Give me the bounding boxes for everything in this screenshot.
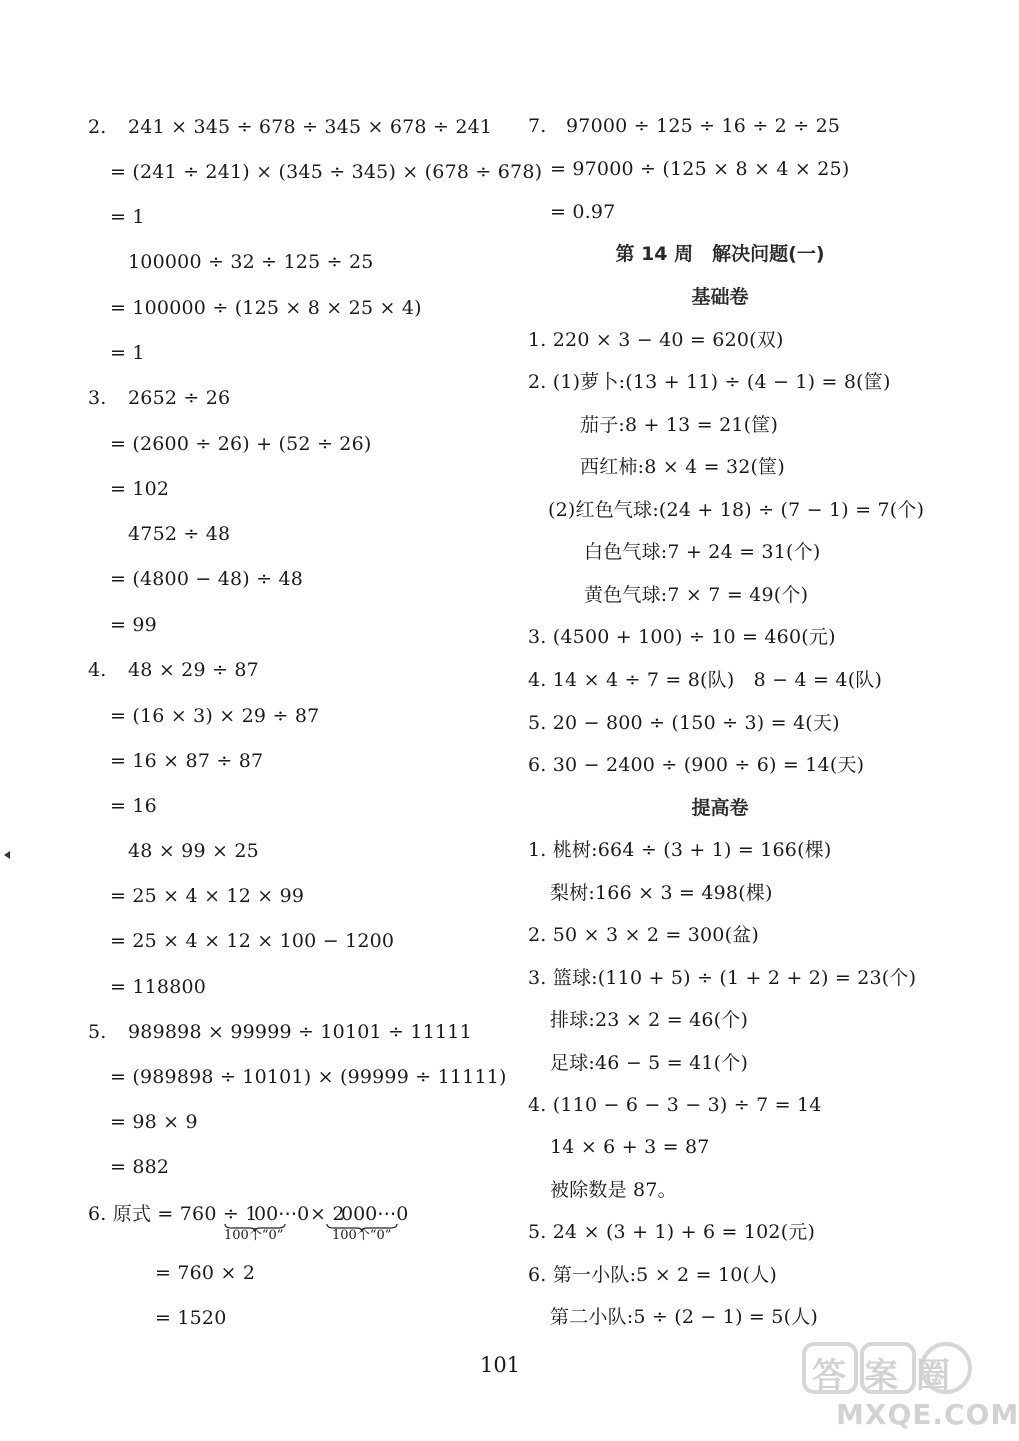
problem-7-line-3: = 0.97: [550, 201, 616, 223]
problem-4-line-1: [88, 658, 259, 682]
expression: 989898 × 99999 ÷ 10101 ÷ 11111: [128, 1021, 472, 1043]
problem-6-zeros-1: 00⋯0: [254, 1203, 310, 1225]
problem-4-line-6: = 25 × 4 × 12 × 99: [110, 885, 305, 907]
basic-line-6: 白色气球:7 + 24 = 31(个): [584, 541, 821, 563]
watermark-logo-text: 答案圈: [812, 1356, 968, 1396]
expression: 2652 ÷ 26: [128, 387, 231, 409]
advanced-line-12: 第二小队:5 ÷ (2 − 1) = 5(人): [550, 1306, 819, 1328]
basic-line-2: 2. (1)萝卜:(13 + 11) ÷ (4 − 1) = 8(筐): [528, 371, 891, 393]
basic-line-11: 6. 30 − 2400 ÷ (900 ÷ 6) = 14(天): [528, 754, 865, 776]
basic-line-10: 5. 20 − 800 ÷ (150 ÷ 3) = 4(天): [528, 712, 840, 734]
expression: 241 × 345 ÷ 678 ÷ 345 × 678 ÷ 241: [128, 116, 493, 138]
problem-6-times: × 2: [310, 1203, 345, 1225]
problem-3-line-2: = (2600 ÷ 26) + (52 ÷ 26): [110, 433, 372, 455]
basic-line-8: 3. (4500 + 100) ÷ 10 = 460(元): [528, 626, 836, 648]
problem-7-line-2: = 97000 ÷ (125 × 8 × 4 × 25): [550, 158, 850, 180]
problem-2-line-1: [88, 115, 493, 139]
advanced-line-10: 5. 24 × (3 + 1) + 6 = 102(元): [528, 1221, 816, 1243]
problem-5-line-1: [88, 1020, 472, 1044]
problem-5-line-3: = 98 × 9: [110, 1111, 198, 1133]
advanced-line-11: 6. 第一小队:5 × 2 = 10(人): [528, 1264, 777, 1286]
problem-2-line-6: = 1: [110, 342, 145, 364]
problem-2-line-4: 100000 ÷ 32 ÷ 125 ÷ 25: [128, 251, 374, 273]
advanced-line-1: 1. 桃树:664 ÷ (3 + 1) = 166(棵): [528, 839, 832, 861]
problem-6-line-2: = 760 × 2: [155, 1262, 256, 1284]
problem-number: 4.: [88, 659, 107, 681]
watermark-url: MXQE.COM: [836, 1398, 1019, 1431]
problem-3-line-5: = (4800 − 48) ÷ 48: [110, 568, 304, 590]
problem-6-line-3: = 1520: [155, 1307, 227, 1329]
expression: 97000 ÷ 125 ÷ 16 ÷ 2 ÷ 25: [566, 115, 841, 137]
advanced-line-6: 足球:46 − 5 = 41(个): [550, 1052, 749, 1074]
basic-line-1: 1. 220 × 3 − 40 = 620(双): [528, 329, 784, 351]
advanced-heading: 提高卷: [691, 797, 749, 819]
advanced-line-2: 梨树:166 × 3 = 498(棵): [550, 882, 773, 904]
problem-2-line-3: = 1: [110, 206, 145, 228]
basic-line-7: 黄色气球:7 × 7 = 49(个): [584, 584, 809, 606]
underbrace-label-1: 100个“0”: [224, 1228, 284, 1243]
basic-line-9: 4. 14 × 4 ÷ 7 = 8(队) 8 − 4 = 4(队): [528, 669, 883, 691]
problem-5-line-4: = 882: [110, 1156, 170, 1178]
problem-3-line-3: = 102: [110, 478, 170, 500]
advanced-line-9: 被除数是 87。: [550, 1179, 677, 1201]
problem-6-prefix: 6. 原式 = 760 ÷ 1: [88, 1203, 258, 1225]
problem-4-line-4: = 16: [110, 795, 157, 817]
problem-3-line-1: [88, 386, 231, 410]
problem-4-line-5: 48 × 99 × 25: [128, 840, 259, 862]
problem-7-line-1: [528, 114, 841, 138]
underbrace-label-2: 100个“0”: [332, 1228, 392, 1243]
advanced-line-3: 2. 50 × 3 × 2 = 300(盆): [528, 924, 760, 946]
problem-number: 5.: [88, 1021, 107, 1043]
page-number: 101: [479, 1353, 521, 1377]
problem-5-line-2: = (989898 ÷ 10101) × (99999 ÷ 11111): [110, 1066, 507, 1088]
problem-3-line-4: 4752 ÷ 48: [128, 523, 231, 545]
problem-number: 7.: [528, 115, 547, 137]
problem-4-line-3: = 16 × 87 ÷ 87: [110, 750, 264, 772]
problem-6-zeros-2: 000⋯0: [341, 1203, 409, 1225]
problem-4-line-7: = 25 × 4 × 12 × 100 − 1200: [110, 930, 395, 952]
basic-line-3: 茄子:8 + 13 = 21(筐): [580, 414, 779, 436]
problem-2-line-2: = (241 ÷ 241) × (345 ÷ 345) × (678 ÷ 678): [110, 161, 543, 183]
advanced-line-5: 排球:23 × 2 = 46(个): [550, 1009, 749, 1031]
advanced-line-8: 14 × 6 + 3 = 87: [550, 1136, 710, 1158]
basic-line-5: (2)红色气球:(24 + 18) ÷ (7 − 1) = 7(个): [548, 499, 925, 521]
problem-4-line-8: = 118800: [110, 976, 207, 998]
basic-line-4: 西红柿:8 × 4 = 32(筐): [580, 456, 785, 478]
problem-4-line-2: = (16 × 3) × 29 ÷ 87: [110, 705, 320, 727]
week-heading: 第 14 周 解决问题(一): [615, 243, 825, 265]
problem-number: 3.: [88, 387, 107, 409]
problem-2-line-5: = 100000 ÷ (125 × 8 × 25 × 4): [110, 297, 422, 319]
problem-3-line-6: = 99: [110, 614, 157, 636]
basic-heading: 基础卷: [691, 286, 749, 308]
advanced-line-7: 4. (110 − 6 − 3 − 3) ÷ 7 = 14: [528, 1094, 822, 1116]
problem-number: 2.: [88, 116, 107, 138]
advanced-line-4: 3. 篮球:(110 + 5) ÷ (1 + 2 + 2) = 23(个): [528, 967, 917, 989]
margin-arrow-icon: [4, 851, 10, 859]
expression: 48 × 29 ÷ 87: [128, 659, 259, 681]
